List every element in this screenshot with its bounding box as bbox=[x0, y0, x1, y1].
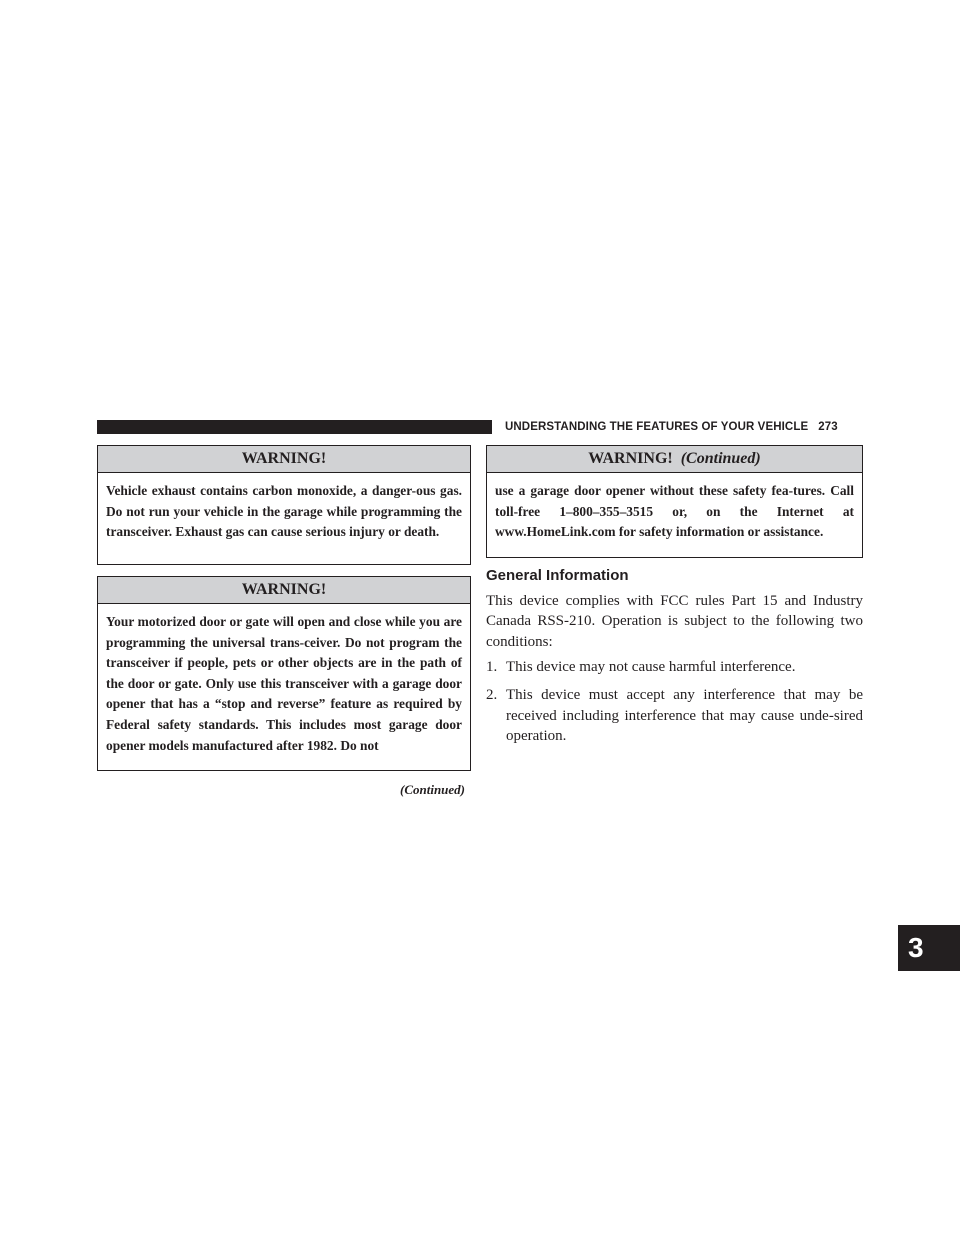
list-item-text: This device must accept any interference that may be received including interference that may cause unde-sired operation. bbox=[506, 687, 863, 745]
warning-title: WARNING! bbox=[241, 581, 327, 598]
list-item-text: This device may not cause harmful interference. bbox=[506, 659, 796, 675]
warning-heading bbox=[487, 446, 862, 473]
warning-text: use a garage door opener without these safety fea-tures. Call toll-free 1–800–355–3515 or, on the Internet at www.HomeLink.com for safety information or assistance. bbox=[495, 483, 854, 540]
warning-text: Vehicle exhaust contains carbon monoxide, a danger-ous gas. Do not run your vehicle in the garage while programming the transceiver. Exhaust gas can cause serious injury or death. bbox=[106, 483, 462, 540]
running-header bbox=[505, 419, 865, 435]
intro-paragraph: This device complies with FCC rules Part 15 and Industry Canada RSS-210. Operation is subject to the following two conditions: bbox=[486, 593, 863, 650]
warning-title: WARNING! bbox=[588, 450, 673, 467]
list-item-number: 1. bbox=[486, 659, 498, 675]
list-item bbox=[486, 657, 863, 677]
header-title: UNDERSTANDING THE FEATURES OF YOUR VEHICLE bbox=[505, 421, 809, 433]
warning-box-exhaust bbox=[97, 445, 471, 565]
list-item-number: 2. bbox=[486, 687, 498, 704]
warning-text: Your motorized door or gate will open and close while you are programming the universal trans-ceiver. Do not program the transceiver if people, pets or other objects are in the path of the door or gate. Only use this transceiver with a garage door opener that has a “stop and reverse” feature as required by Federal safety standards. This includes most garage door opener models manufactured after 1982. Do not bbox=[106, 614, 462, 753]
list-item bbox=[486, 685, 863, 746]
warning-box-continued bbox=[486, 445, 863, 558]
section-heading: General Information bbox=[486, 567, 629, 584]
header-rule bbox=[97, 420, 492, 434]
conditions-list bbox=[486, 657, 863, 755]
warning-continued-label: (Continued) bbox=[680, 450, 761, 467]
page-number: 273 bbox=[818, 421, 838, 433]
warning-title: WARNING! bbox=[241, 450, 327, 467]
continued-note: (Continued) bbox=[399, 782, 465, 797]
warning-box-motorized-door bbox=[97, 576, 471, 771]
chapter-tab: 3 bbox=[898, 925, 960, 971]
warning-heading bbox=[98, 446, 470, 473]
warning-heading bbox=[98, 577, 470, 604]
